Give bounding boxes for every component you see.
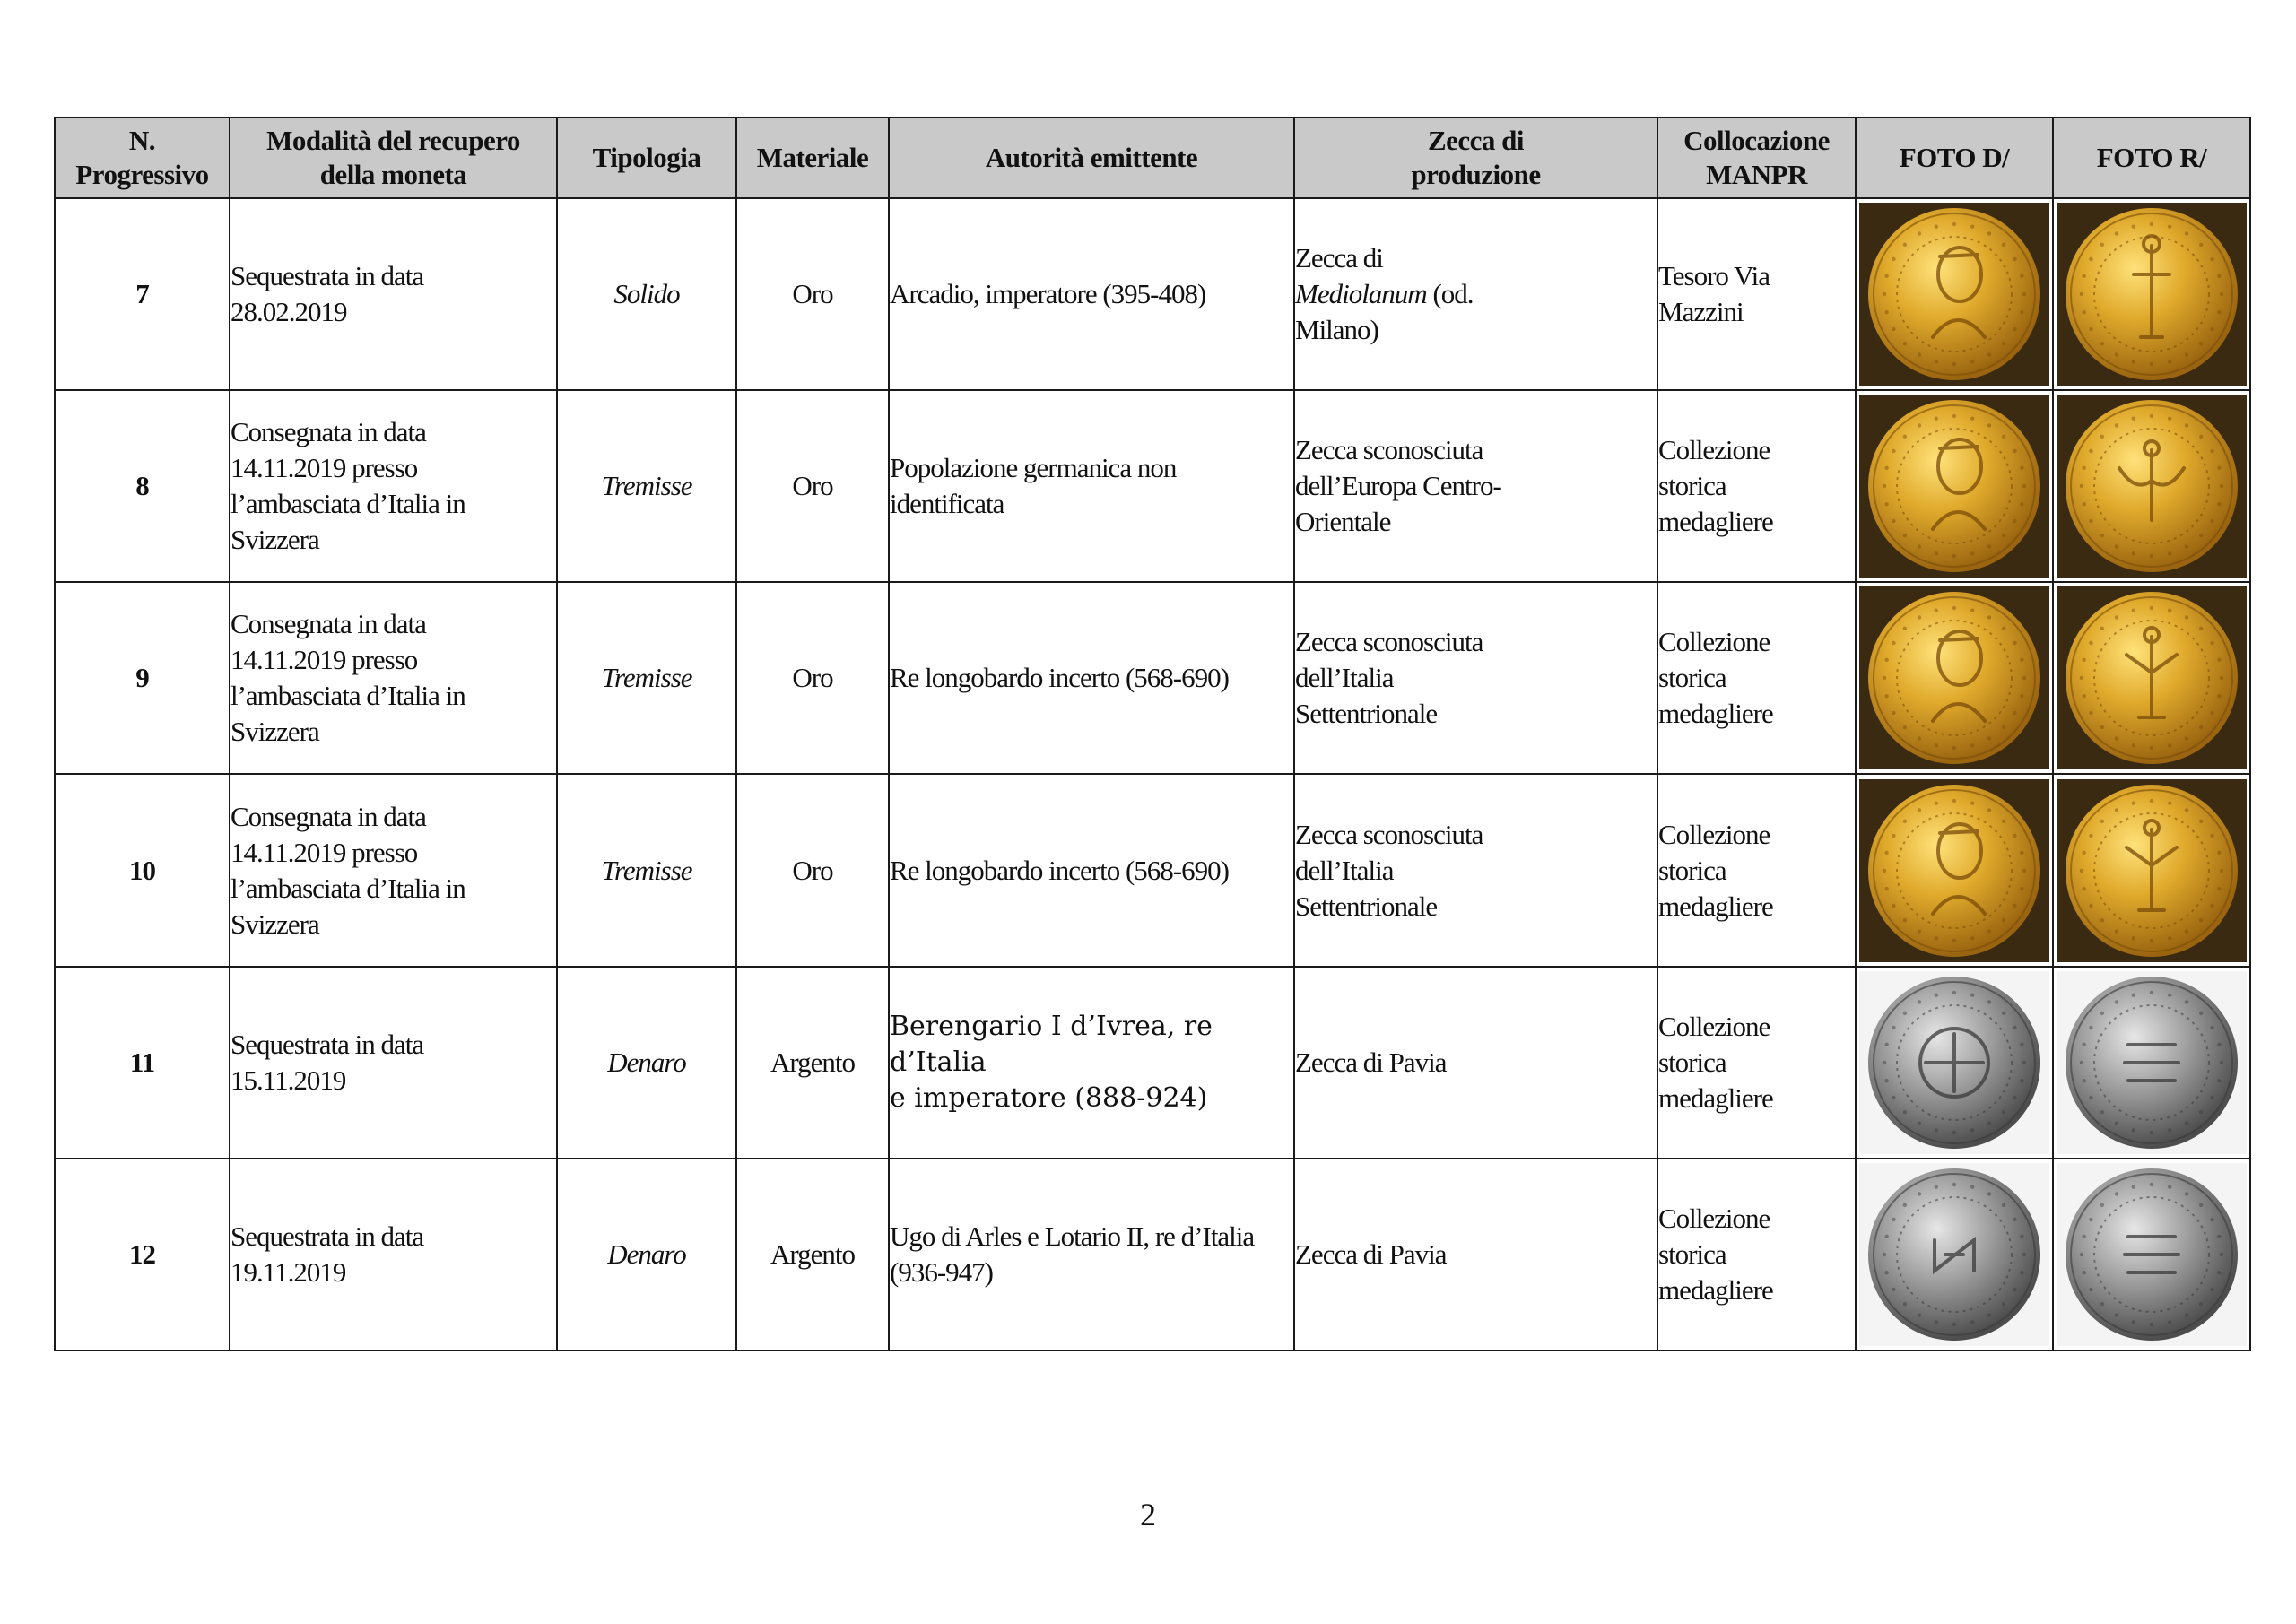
cell-collection: Collezione storica medagliere — [1657, 390, 1856, 582]
cell-type: Tremisse — [557, 390, 736, 582]
cell-recovery: Consegnata in data 14.11.2019 presso l’ambasciata d’Italia in Svizzera — [230, 390, 557, 582]
table-row — [55, 774, 2250, 966]
cell-photo-obverse — [1856, 774, 2053, 966]
cell-mint: Zecca di Pavia — [1294, 967, 1657, 1159]
cell-collection: Tesoro Via Mazzini — [1657, 198, 1856, 390]
cell-collection: Collezione storica medagliere — [1657, 582, 1856, 774]
cell-photo-reverse — [2053, 390, 2250, 582]
page-number: 2 — [1140, 1497, 1156, 1533]
coin-table — [54, 117, 2251, 1351]
cell-mint — [1294, 198, 1657, 390]
cell-photo-reverse — [2053, 774, 2250, 966]
cell-photo-obverse — [1856, 582, 2053, 774]
cell-mint: Zecca sconosciuta dell’Italia Settentrionale — [1294, 774, 1657, 966]
cell-collection: Collezione storica medagliere — [1657, 1159, 1856, 1350]
header-recovery: Modalità del recupero della moneta — [230, 117, 557, 198]
cell-type: Denaro — [557, 1159, 736, 1350]
cell-photo-obverse — [1856, 198, 2053, 390]
cell-recovery: Sequestrata in data 15.11.2019 — [230, 967, 557, 1159]
gold-solidus-reverse-photo — [2057, 203, 2247, 386]
cell-material: Argento — [736, 967, 889, 1159]
mint-suffix: (od. Milano) — [1295, 278, 1474, 346]
gold-tremissis-obverse-photo — [1859, 395, 2049, 578]
gold-tremissis-obverse-photo — [1859, 586, 2049, 769]
gold-tremissis-reverse-photo — [2057, 395, 2247, 578]
header-authority: Autorità emittente — [889, 117, 1294, 198]
mint-prefix: Zecca di — [1295, 242, 1383, 274]
header-photo-reverse: FOTO R/ — [2053, 117, 2250, 198]
cell-photo-obverse — [1856, 390, 2053, 582]
silver-denarius-obverse-photo — [1859, 971, 2049, 1154]
table-row — [55, 967, 2250, 1159]
cell-material: Argento — [736, 1159, 889, 1350]
cell-number: 10 — [55, 774, 230, 966]
cell-photo-obverse — [1856, 967, 2053, 1159]
gold-tremissis-obverse-photo — [1859, 779, 2049, 962]
table-row — [55, 390, 2250, 582]
cell-number: 11 — [55, 967, 230, 1159]
cell-material: Oro — [736, 582, 889, 774]
cell-recovery: Sequestrata in data 28.02.2019 — [230, 198, 557, 390]
cell-material: Oro — [736, 198, 889, 390]
header-photo-obverse: FOTO D/ — [1856, 117, 2053, 198]
cell-photo-reverse — [2053, 1159, 2250, 1350]
cell-collection: Collezione storica medagliere — [1657, 967, 1856, 1159]
table-row — [55, 198, 2250, 390]
cell-collection: Collezione storica medagliere — [1657, 774, 1856, 966]
gold-tremissis-reverse-photo — [2057, 586, 2247, 769]
silver-denarius-obverse-photo — [1859, 1163, 2049, 1346]
cell-type: Solido — [557, 198, 736, 390]
header-number: N. Progressivo — [55, 117, 230, 198]
cell-number: 7 — [55, 198, 230, 390]
mint-italic: Mediolanum — [1295, 278, 1427, 310]
cell-mint: Zecca di Pavia — [1294, 1159, 1657, 1350]
cell-authority: Re longobardo incerto (568-690) — [889, 774, 1294, 966]
cell-authority: Re longobardo incerto (568-690) — [889, 582, 1294, 774]
cell-authority: Berengario I d’Ivrea, re d’Italia e imperatore (888-924) — [889, 967, 1294, 1159]
header-type: Tipologia — [557, 117, 736, 198]
cell-mint: Zecca sconosciuta dell’Italia Settentrionale — [1294, 582, 1657, 774]
cell-photo-reverse — [2053, 967, 2250, 1159]
silver-denarius-reverse-photo — [2057, 1163, 2247, 1346]
cell-recovery: Sequestrata in data 19.11.2019 — [230, 1159, 557, 1350]
cell-type: Denaro — [557, 967, 736, 1159]
cell-number: 8 — [55, 390, 230, 582]
cell-number: 12 — [55, 1159, 230, 1350]
cell-type: Tremisse — [557, 774, 736, 966]
header-material: Materiale — [736, 117, 889, 198]
header-row — [55, 117, 2250, 198]
cell-type: Tremisse — [557, 582, 736, 774]
header-mint: Zecca di produzione — [1294, 117, 1657, 198]
cell-authority: Popolazione germanica non identificata — [889, 390, 1294, 582]
cell-recovery: Consegnata in data 14.11.2019 presso l’ambasciata d’Italia in Svizzera — [230, 582, 557, 774]
cell-material: Oro — [736, 390, 889, 582]
cell-number: 9 — [55, 582, 230, 774]
cell-mint: Zecca sconosciuta dell’Europa Centro- Orientale — [1294, 390, 1657, 582]
silver-denarius-reverse-photo — [2057, 971, 2247, 1154]
cell-photo-reverse — [2053, 582, 2250, 774]
cell-photo-obverse — [1856, 1159, 2053, 1350]
cell-recovery: Consegnata in data 14.11.2019 presso l’ambasciata d’Italia in Svizzera — [230, 774, 557, 966]
cell-photo-reverse — [2053, 198, 2250, 390]
cell-authority: Arcadio, imperatore (395-408) — [889, 198, 1294, 390]
gold-tremissis-reverse-photo — [2057, 779, 2247, 962]
table-row — [55, 1159, 2250, 1350]
cell-authority: Ugo di Arles e Lotario II, re d’Italia (936-947) — [889, 1159, 1294, 1350]
table-row — [55, 582, 2250, 774]
gold-solidus-obverse-photo — [1859, 203, 2049, 386]
header-collection: Collocazione MANPR — [1657, 117, 1856, 198]
cell-material: Oro — [736, 774, 889, 966]
